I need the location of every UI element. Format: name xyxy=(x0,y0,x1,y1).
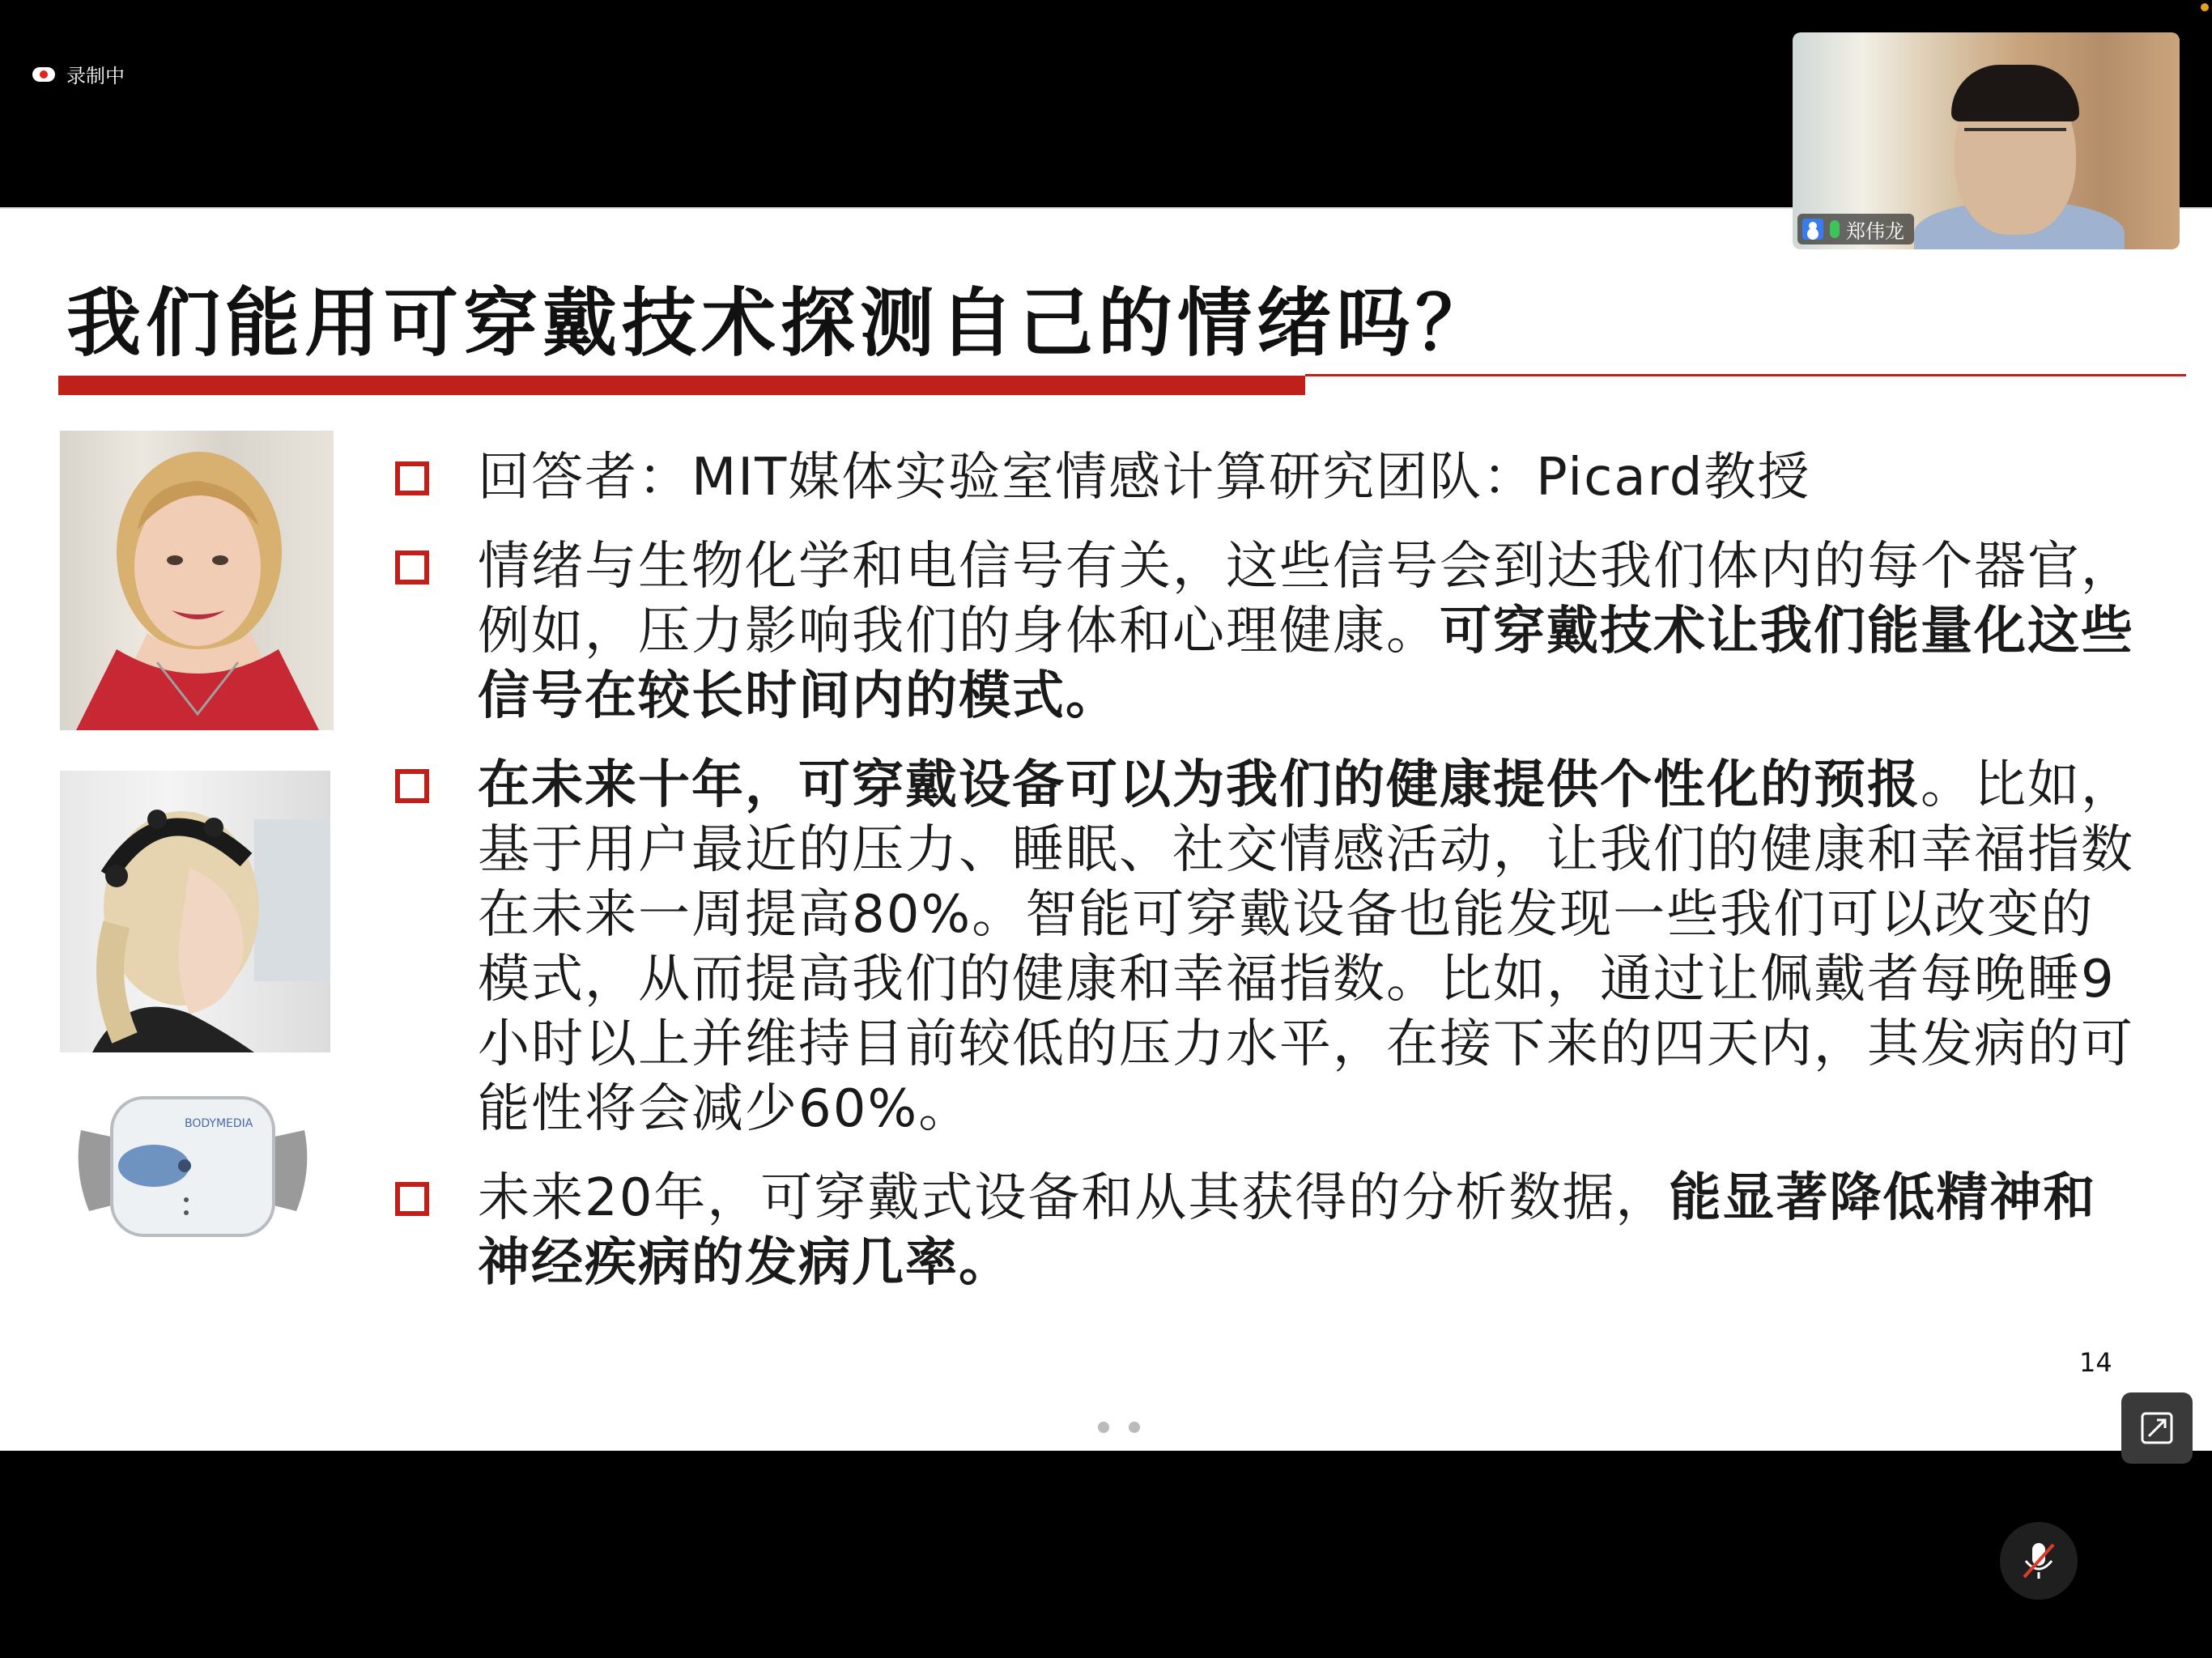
headset-photo xyxy=(60,771,330,1052)
pager-dot[interactable] xyxy=(1098,1422,1109,1433)
bullet-list xyxy=(392,445,2141,1295)
bullet-square-icon xyxy=(395,551,429,585)
bullet-square-icon xyxy=(395,1182,429,1216)
bullet-item: 未来20年，可穿戴式设备和从其获得的分析数据，能显著降低精神和神经疾病的发病几率。 xyxy=(392,1166,2141,1295)
slide-pager[interactable] xyxy=(1098,1422,1140,1433)
picard-photo xyxy=(60,431,334,730)
bullet-item: 回答者：MIT媒体实验室情感计算研究团队：Picard教授 xyxy=(392,445,2141,510)
title-underline-thin xyxy=(1305,374,2186,376)
recording-indicator xyxy=(32,60,125,88)
slide-title: 我们能用可穿戴技术探测自己的情绪吗？ xyxy=(66,280,1495,367)
expand-icon xyxy=(2139,1410,2175,1446)
microphone-icon xyxy=(1830,220,1840,238)
bullet-square-icon xyxy=(395,769,429,803)
presentation-slide xyxy=(0,207,2212,1451)
bullet-item: 在未来十年，可穿戴设备可以为我们的健康提供个性化的预报。比如，基于用户最近的压力、睡眠、社交情感活动，让我们的健康和幸福指数在未来一周提高80%。智能可穿戴设备也能发现一些我们可以改变的模式，从而提高我们的健康和幸福指数。比如，通过让佩戴者每晚睡9小时以上并维持目前较低的压力水平，在接下来的四天内，其发病的可能性将会减少60%。 xyxy=(392,753,2141,1141)
user-icon xyxy=(1802,219,1823,240)
bodymedia-device-photo xyxy=(73,1082,313,1252)
svg-text:BODYMEDIA: BODYMEDIA xyxy=(185,1117,253,1130)
mute-button[interactable] xyxy=(2000,1522,2078,1600)
participant-name: 郑伟龙 xyxy=(1846,219,1904,243)
expand-button[interactable] xyxy=(2121,1392,2193,1464)
mic-muted-icon xyxy=(2021,1540,2057,1582)
status-dot xyxy=(2201,3,2209,11)
title-underline xyxy=(58,376,1305,395)
participant-label xyxy=(1797,214,1914,244)
recording-label: 录制中 xyxy=(66,65,125,87)
page-number: 14 xyxy=(2079,1347,2112,1378)
recording-icon xyxy=(32,66,55,83)
bullet-square-icon xyxy=(395,461,429,495)
pager-dot[interactable] xyxy=(1129,1422,1140,1433)
bullet-item: 情绪与生物化学和电信号有关，这些信号会到达我们体内的每个器官，例如，压力影响我们的身体和心理健康。可穿戴技术让我们能量化这些信号在较长时间内的模式。 xyxy=(392,534,2141,729)
participant-video-tile[interactable] xyxy=(1793,32,2180,249)
